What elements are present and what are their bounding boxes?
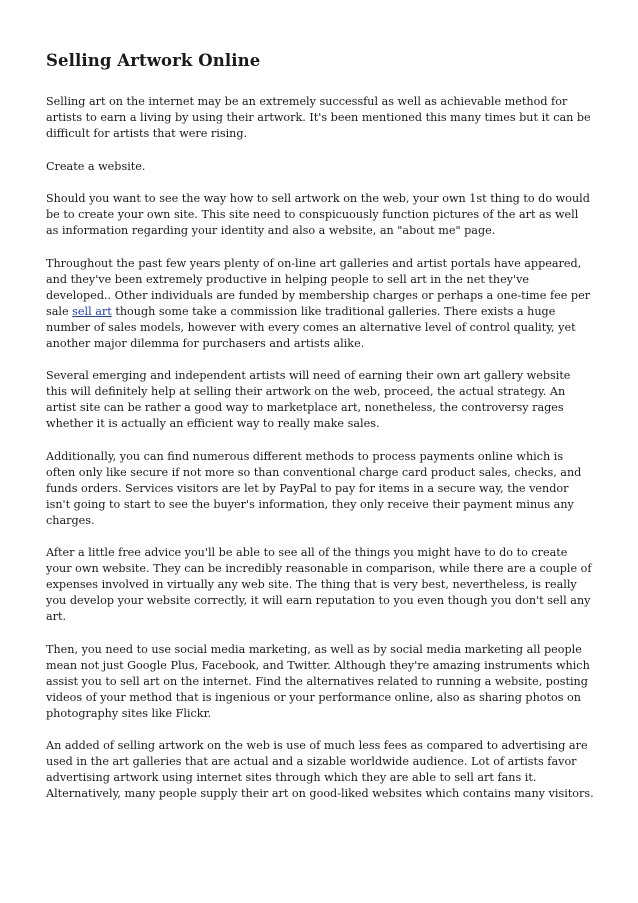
paragraph-text-before-link: Throughout the past few years plenty of on-line art galleries and artist portals have appeared, and they've been extremely productive in helping people to sell art in the net they've developed.. Other individuals are funded by membership charges or perhaps a one-time fee per sale [46,256,591,318]
sell-art-link[interactable]: sell art [72,304,112,318]
paragraph-intro: Selling art on the internet may be an extremely successful as well as achievable method for artists to earn a living by using their artwork. It's been mentioned this many times but it can be difficult for artists that were rising. [46,95,591,140]
paragraph-fees: An added of selling artwork on the web is use of much less fees as compared to advertising are used in the art galleries that are actual and a sizable worldwide audience. Lot of artists favor advertising artwork using internet sites through which they are able to sell art fans it. Alternatively, many people supply their art on good-liked websites which contains many visitors. [46,739,594,800]
paragraph-independent-artists: Several emerging and independent artists will need of earning their own art gallery website this will definitely help at selling their artwork on the web, proceed, the actual strategy. An artist site can be rather a good way to marketplace art, nonetheless, the controversy rages whether it is actually an efficient way to really make sales. [46,369,571,430]
paragraph-social-media: Then, you need to use social media marketing, as well as by social media marketing all people mean not just Google Plus, Facebook, and Twitter. Although they're amazing instruments which assist you to sell art on the internet. Find the alternatives related to running a website, posting videos of your method that is ingenious or your performance online, also as sharing photos on photography sites like Flickr. [46,642,590,720]
paragraph-payments: Additionally, you can find numerous different methods to process payments online which is often only like secure if not more so than conventional charge card product sales, checks, and funds orders. Services visitors are let by PayPal to pay for items in a secure way, the vendor isn't going to start to see the buyer's information, they only receive their payment minus any charges. [46,449,582,527]
paragraph-online-galleries [46,256,594,352]
document-title: Selling Artwork Online [46,51,261,70]
paragraph-own-site: Should you want to see the way how to sell artwork on the web, your own 1st thing to do would be to create your own site. This site need to conspicuously function pictures of the art as well as information regarding your identity and also a website, an "about me" page. [46,192,590,237]
paragraph-create-website: Create a website. [46,159,146,173]
paragraph-free-advice: After a little free advice you'll be able to see all of the things you might have to do to create your own website. They can be incredibly reasonable in comparison, while there are a couple of expenses involved in virtually any web site. The thing that is very best, nevertheless, is really you develop your website correctly, it will earn reputation to you even though you don't sell any art. [46,546,592,623]
paragraph-text-after-link: though some take a commission like traditional galleries. There exists a huge number of sales models, however with every comes an alternative level of control quality, yet another major dilemma for purchasers and artists alike. [46,304,576,350]
document-page [46,50,594,819]
